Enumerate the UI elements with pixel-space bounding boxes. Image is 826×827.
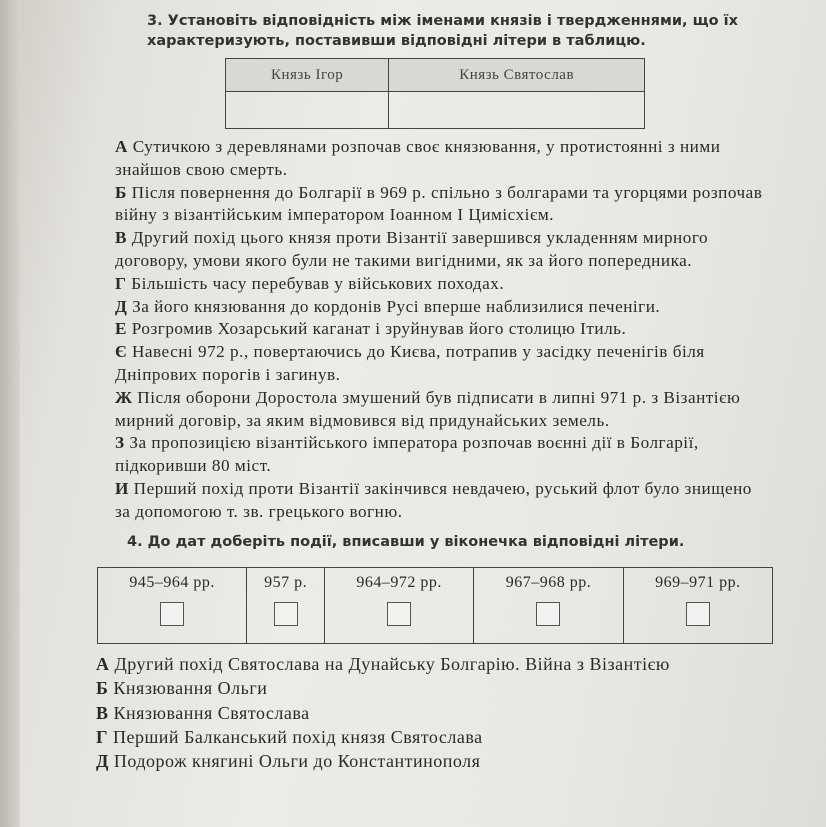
- event-item: [96, 701, 796, 725]
- statement-item: [115, 318, 765, 341]
- statement-item: [115, 387, 765, 433]
- date-cell: [98, 568, 247, 644]
- statement-text: Після оборони Доростола змушений був підписати в липні 971 р. з Візантією мирний договір, за яким відмовився від придунайських земель.: [115, 387, 741, 430]
- answer-box[interactable]: [160, 602, 184, 626]
- date-label: 957 р.: [264, 574, 308, 591]
- answer-box[interactable]: [274, 602, 298, 626]
- statement-item: [115, 432, 765, 478]
- statement-letter: В: [115, 228, 127, 248]
- answer-cell-sviatoslav[interactable]: [389, 92, 645, 129]
- header-prince-sviatoslav: Князь Святослав: [389, 59, 645, 92]
- statement-letter: З: [115, 433, 125, 453]
- statement-item: [115, 478, 765, 524]
- event-text: Перший Балканський похід князя Святослава: [112, 726, 483, 747]
- date-label: 969–971 рр.: [655, 574, 741, 591]
- date-cell: [474, 568, 623, 644]
- task-3-answer-table: [225, 58, 645, 129]
- statement-item: [115, 341, 765, 387]
- date-label: 964–972 рр.: [356, 574, 442, 591]
- task-3-statements: [115, 136, 765, 524]
- event-text: Князювання Ольги: [113, 678, 268, 699]
- statement-item: [115, 227, 765, 273]
- event-item: [96, 749, 796, 773]
- header-prince-igor: Князь Ігор: [226, 59, 389, 92]
- statement-text: Другий похід цього князя проти Візантії завершився укладенням мирного договору, умови якого були не такими вигідними, як за його попередника.: [115, 228, 709, 270]
- event-letter: А: [96, 654, 110, 674]
- statement-text: За пропозицією візантійського імператора розпочав воєнні дії в Болгарії, підкоривши 80 міст.: [115, 433, 699, 476]
- task-4-events: [96, 652, 796, 773]
- event-item: [96, 725, 796, 749]
- statement-text: За його князювання до кордонів Русі вперше наблизилися печеніги.: [132, 296, 661, 316]
- task-4-title: 4. До дат доберіть події, вписавши у віконечка відповідні літери.: [127, 534, 685, 550]
- task-3-title: 3. Установіть відповідність між іменами князів і твердженнями, що їх характеризують, поставивши відповідні літери в таблицю.: [147, 13, 738, 49]
- event-letter: Г: [96, 726, 108, 747]
- statement-letter: А: [115, 137, 128, 156]
- statement-item: [115, 136, 765, 182]
- event-item: [96, 652, 796, 676]
- statement-letter: Г: [115, 273, 127, 293]
- event-text: Другий похід Святослава на Дунайську Болгарію. Війна з Візантією: [114, 654, 670, 674]
- statement-item: [115, 182, 765, 228]
- answer-box[interactable]: [536, 602, 560, 626]
- event-letter: Б: [96, 678, 109, 699]
- statement-item: [115, 296, 765, 319]
- answer-cell-igor[interactable]: [226, 92, 389, 129]
- statement-letter: Є: [115, 342, 128, 362]
- event-text: Князювання Святослава: [113, 702, 310, 723]
- answer-box[interactable]: [387, 602, 411, 626]
- date-label: 967–968 рр.: [505, 574, 592, 591]
- statement-letter: Ж: [115, 387, 133, 407]
- event-text: Подорож княгині Ольги до Константинополя: [113, 751, 481, 772]
- date-cell: [324, 568, 473, 644]
- statement-letter: Е: [115, 319, 127, 339]
- event-letter: В: [96, 702, 109, 723]
- statement-item: [115, 273, 765, 296]
- statement-text: Більшість часу перебував у військових походах.: [131, 273, 505, 293]
- statement-letter: Д: [115, 296, 128, 316]
- statement-text: Розгромив Хозарський каганат і зруйнував його столицю Ітиль.: [131, 319, 627, 339]
- task-4-dates-table: [97, 567, 773, 644]
- statement-text: Сутичкою з деревлянами розпочав своє князювання, у протистоянні з ними знайшов свою смерть.: [115, 137, 721, 179]
- answer-box[interactable]: [686, 602, 710, 626]
- date-cell: [247, 568, 325, 644]
- statement-text: Навесні 972 р., повертаючись до Києва, потрапив у засідку печенігів біля Дніпрових порогів і загинув.: [115, 342, 705, 384]
- statement-letter: Б: [115, 182, 127, 202]
- date-cell: [623, 568, 772, 644]
- book-spine-shadow: [0, 0, 20, 827]
- date-label: 945–964 рр.: [129, 574, 215, 591]
- statement-letter: И: [115, 478, 129, 498]
- statement-text: Після повернення до Болгарії в 969 р. спільно з болгарами та угорцями розпочав війну з візантійським імператором Іоанном І Цимісхієм.: [115, 182, 763, 225]
- event-letter: Д: [96, 751, 109, 772]
- statement-text: Перший похід проти Візантії закінчився невдачею, руський флот було знищено за допомогою т. зв. грецького вогню.: [115, 478, 752, 521]
- event-item: [96, 676, 796, 700]
- textbook-page: [30, 0, 826, 827]
